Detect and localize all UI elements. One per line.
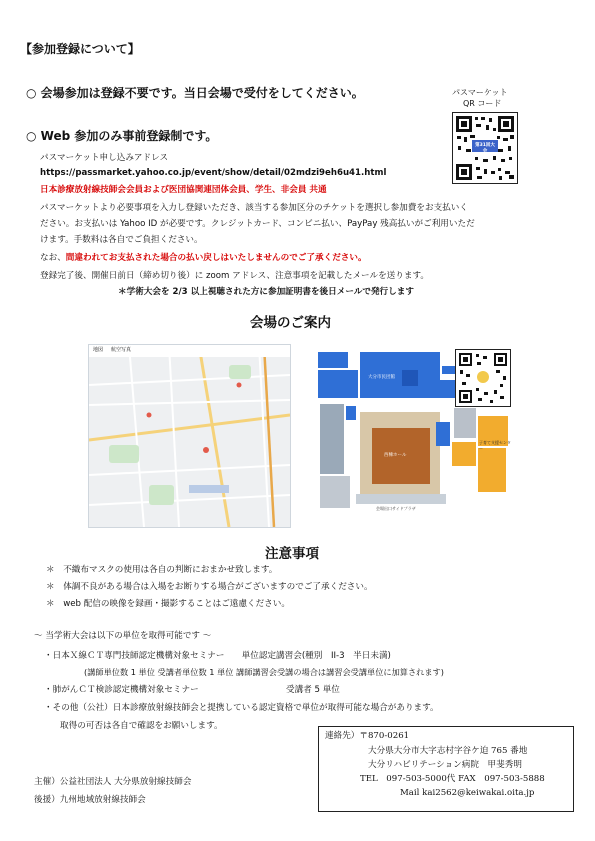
credit-confirm-note: 取得の可否は各自で確認をお願いします。 xyxy=(60,721,223,731)
map-tab-satellite[interactable]: 航空写真 xyxy=(111,347,132,353)
venue-street-map[interactable] xyxy=(88,344,291,528)
credit-lung-cancer-units: 受講者 5 単位 xyxy=(286,685,340,695)
passmarket-qr-code[interactable] xyxy=(452,112,518,184)
qr-label-1: パスマーケット xyxy=(452,88,508,97)
qr-label-2: QR コード xyxy=(463,99,502,108)
floor-label-west: 西棟ホール xyxy=(384,453,407,458)
payment-paragraph-line-1: パスマーケットより必要事項を入力し登録いただき、該当する参加区分のチケットを選択し参加費をお支払いく xyxy=(40,203,468,213)
map-tab-map[interactable]: 地図 xyxy=(93,347,104,353)
notes-title: 注意事項 xyxy=(265,546,319,562)
qr-code-icon xyxy=(456,350,510,406)
onsite-registration-note: ○ 会場参加は登録不要です。当日会場で受付をしてください。 xyxy=(26,86,364,100)
note-item: ＊ 体調不良がある場合は入場をお断りする場合がございますのでご了承ください。 xyxy=(46,582,373,592)
credit-ct-seminar-detail: (講師単位数 1 単位 受講者単位数 1 単位 講師講習会受講の場合は講習会受講単位に加算されます) xyxy=(84,667,444,677)
credit-ct-seminar: ・日本Ｘ線ＣＴ専門技師認定機構対象セミナー 単位認定講習会(種別 II-3 半日未満) xyxy=(44,651,391,661)
refund-note-warning: 間違われてお支払された場合の払い戻しはいたしませんのでご了承ください。 xyxy=(65,253,367,263)
credits-title: ～ 当学術大会は以下の単位を取得可能です ～ xyxy=(34,631,212,641)
host-organization: 主催）公益社団法人 大分県放射線技師会 xyxy=(34,777,192,787)
contact-phone-fax: TEL 097-503-5000代 FAX 097-503-5888 xyxy=(360,774,545,784)
credit-lung-cancer-seminar: ・肺がんＣＴ検診認定機構対象セミナー xyxy=(44,685,199,695)
target-audience: 日本診療放射線技師会会員および医団協関連団体会員、学生、非会員 共通 xyxy=(40,185,327,195)
payment-paragraph-line-2: ださい。お支払いは Yahoo ID が必要です。クレジットカード、コンビニ払い、PayPay 残高払いがご利用いただ xyxy=(40,219,475,229)
floor-label-plaza: 会場出口サイドプラザ xyxy=(376,506,416,511)
certificate-note: ＊学術大会を 2/3 以上視聴された方に参加証明書を後日メールで発行します xyxy=(118,287,414,297)
support-organization: 後援）九州地域放射線技師会 xyxy=(34,795,146,805)
section-title: 【参加登録について】 xyxy=(20,42,140,56)
contact-postal: 連絡先）〒870-0261 xyxy=(325,731,410,741)
floor-label-hall: 大分市民団館 xyxy=(368,375,395,380)
passmarket-url-link[interactable]: https://passmarket.yahoo.co.jp/event/show/detail/02mdzi9eh6u41.html xyxy=(40,168,387,178)
note-item: ＊ 不織布マスクの使用は各自の判断におまかせ致します。 xyxy=(46,565,278,575)
venue-title: 会場のご案内 xyxy=(250,315,331,331)
zoom-mail-note: 登録完了後、開催日前日（締め切り後）に zoom アドレス、注意事項を記載したメールを送ります。 xyxy=(40,271,429,281)
venue-qr-code[interactable] xyxy=(455,349,511,407)
contact-address: 大分県大分市大字志村字谷ケ迫 765 番地 xyxy=(368,746,528,756)
web-registration-note: ○ Web 参加のみ事前登録制です。 xyxy=(26,129,218,143)
credit-other: ・その他（公社）日本診療放射線技師会と提携している認定資格で単位が取得可能な場合があります。 xyxy=(44,703,439,713)
note-item: ＊ web 配信の映像を録画・撮影することはご遠慮ください。 xyxy=(46,599,290,609)
passmarket-label: パスマーケット申し込みアドレス xyxy=(40,153,169,163)
refund-note xyxy=(40,253,367,264)
refund-note-prefix: なお、 xyxy=(40,253,66,263)
contact-email-link[interactable]: Mail kai2562@keiwakai.oita.jp xyxy=(400,788,535,798)
contact-organization: 大分リハビリテーション病院 甲斐秀明 xyxy=(368,760,522,770)
floor-label-childcare: 子育て支援センター xyxy=(479,440,511,451)
payment-paragraph-line-3: けます。手数料は各自でご負担ください。 xyxy=(40,235,203,245)
qr-badge: 第31回大会 xyxy=(475,143,495,154)
